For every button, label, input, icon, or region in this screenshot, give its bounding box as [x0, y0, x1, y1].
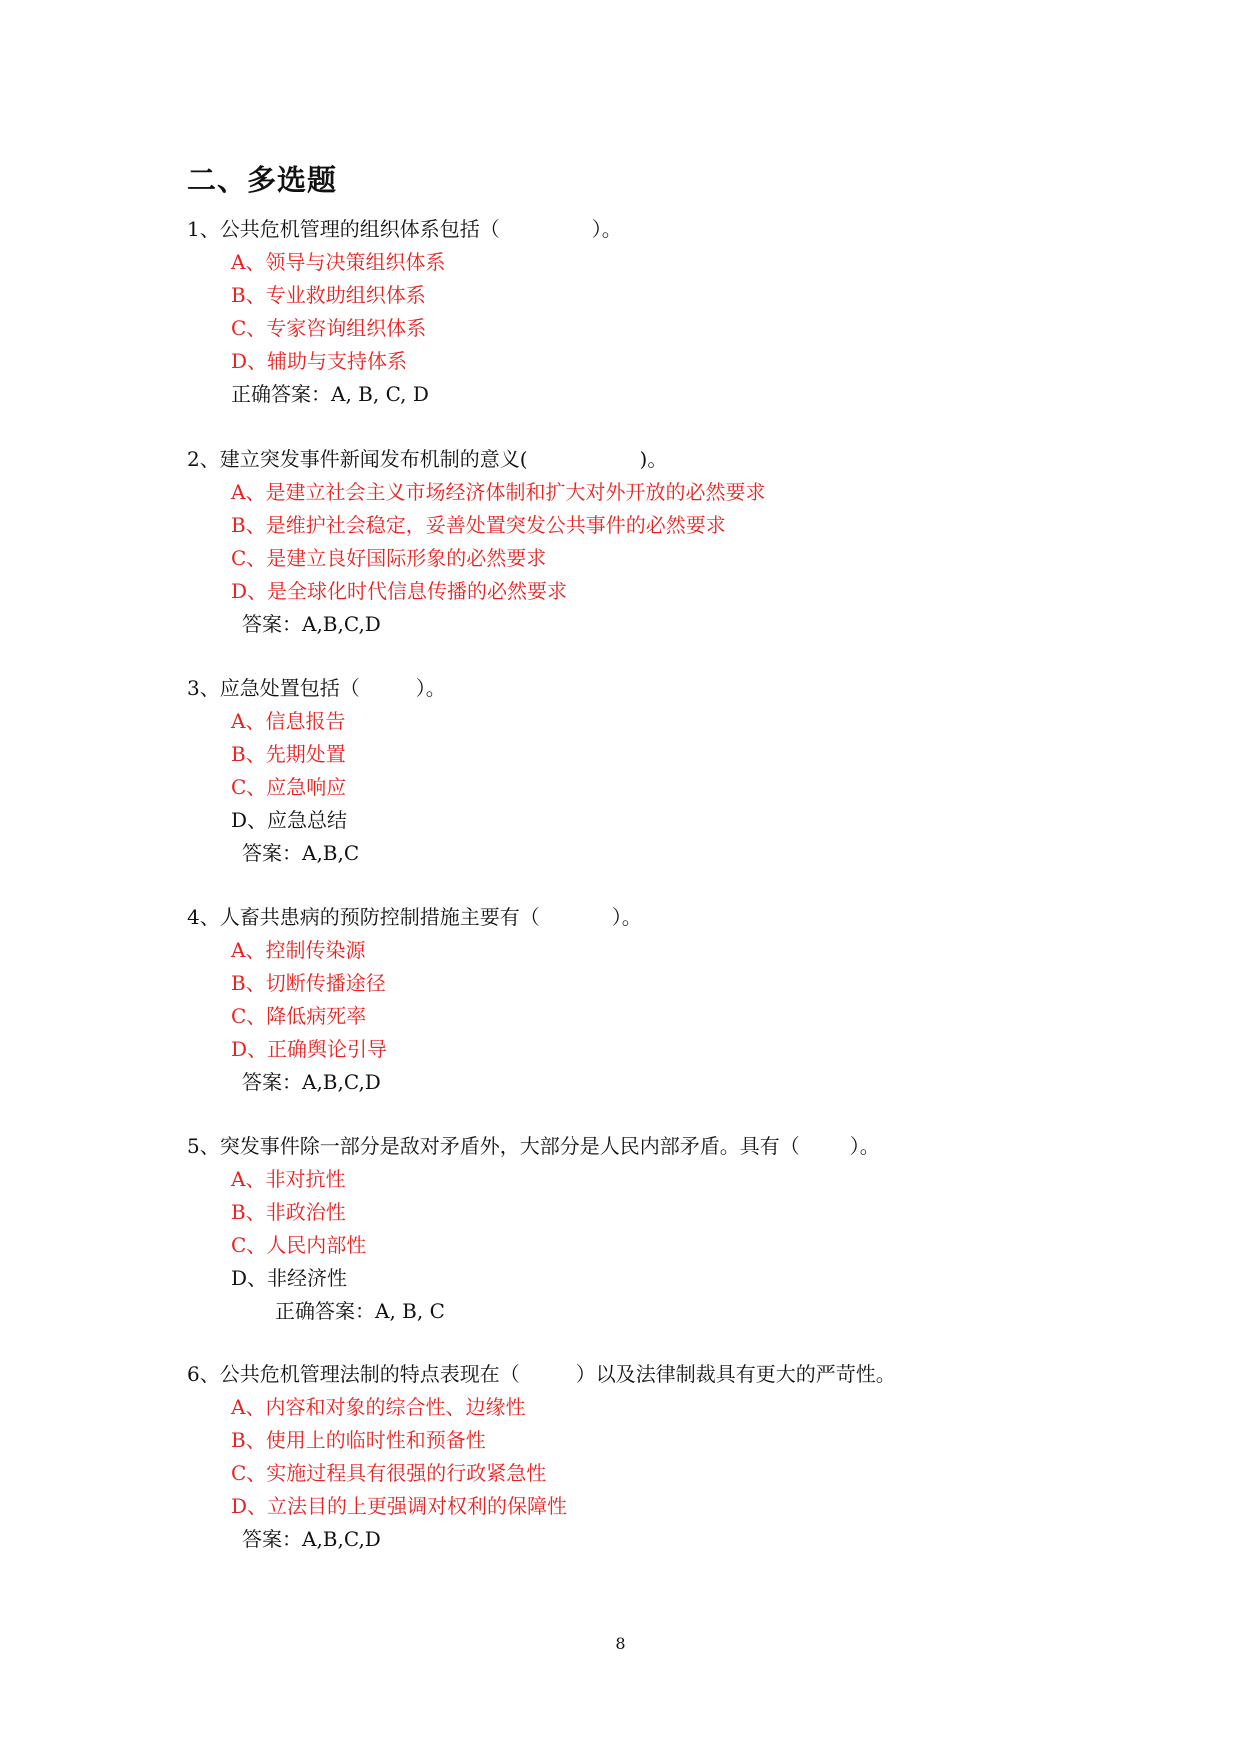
question-stem-end: ）。	[415, 676, 446, 700]
question-stem	[187, 1358, 1187, 1391]
question-3	[187, 672, 1187, 870]
question-stem	[187, 672, 1187, 705]
option-a: A、控制传染源	[231, 938, 366, 962]
option-c: C、人民内部性	[231, 1233, 367, 1257]
question-stem-text: 1、公共危机管理的组织体系包括（	[187, 217, 500, 241]
option-b: B、专业救助组织体系	[231, 283, 426, 307]
question-2	[187, 443, 1187, 641]
question-stem-text: 4、人畜共患病的预防控制措施主要有（	[187, 905, 540, 929]
option-b: B、是维护社会稳定，妥善处置突发公共事件的必然要求	[231, 513, 726, 537]
option-a: A、非对抗性	[231, 1167, 346, 1191]
question-stem-end: ）以及法律制裁具有更大的严苛性。	[575, 1362, 896, 1386]
option-d: D、立法目的上更强调对权利的保障性	[231, 1494, 568, 1518]
option-c: C、应急响应	[231, 775, 347, 799]
option-b: B、切断传播途径	[231, 971, 386, 995]
option-d: D、正确舆论引导	[231, 1037, 388, 1061]
question-stem-text: 6、公共危机管理法制的特点表现在（	[187, 1362, 520, 1386]
question-4	[187, 901, 1187, 1099]
option-d: D、非经济性	[231, 1266, 348, 1290]
answer-line: 答案：A,B,C,D	[242, 1070, 381, 1094]
question-stem	[187, 1130, 1187, 1163]
page-number: 8	[615, 1634, 626, 1653]
question-stem-end: ）。	[591, 217, 622, 241]
option-d: D、辅助与支持体系	[231, 349, 408, 373]
question-1	[187, 213, 1187, 411]
answer-line: 答案：A,B,C	[242, 841, 360, 865]
option-b: B、非政治性	[231, 1200, 346, 1224]
option-a: A、内容和对象的综合性、边缘性	[231, 1395, 526, 1419]
option-a: A、信息报告	[231, 709, 346, 733]
option-c: C、实施过程具有很强的行政紧急性	[231, 1461, 547, 1485]
option-b: B、先期处置	[231, 742, 346, 766]
question-stem-text: 3、应急处置包括（	[187, 676, 360, 700]
option-d: D、是全球化时代信息传播的必然要求	[231, 579, 568, 603]
section-title: 二、多选题	[187, 163, 338, 197]
answer-line: 答案：A,B,C,D	[242, 612, 381, 636]
answer-line: 答案：A,B,C,D	[242, 1527, 381, 1551]
question-stem	[187, 213, 1187, 246]
option-d: D、应急总结	[231, 808, 348, 832]
question-stem-end: )。	[639, 447, 668, 471]
question-stem-text: 2、建立突发事件新闻发布机制的意义(	[187, 447, 528, 471]
option-c: C、是建立良好国际形象的必然要求	[231, 546, 547, 570]
option-c: C、降低病死率	[231, 1004, 367, 1028]
question-6	[187, 1358, 1187, 1556]
option-a: A、领导与决策组织体系	[231, 250, 446, 274]
question-stem-text: 5、突发事件除一部分是敌对矛盾外，大部分是人民内部矛盾。具有（	[187, 1134, 800, 1158]
question-5	[187, 1130, 1187, 1328]
answer-line: 正确答案：A, B, C, D	[231, 382, 429, 406]
answer-line: 正确答案：A, B, C	[275, 1299, 445, 1323]
question-stem	[187, 901, 1187, 934]
option-b: B、使用上的临时性和预备性	[231, 1428, 486, 1452]
option-a: A、是建立社会主义市场经济体制和扩大对外开放的必然要求	[231, 480, 766, 504]
question-stem	[187, 443, 1187, 476]
question-stem-end: ）。	[849, 1134, 880, 1158]
option-c: C、专家咨询组织体系	[231, 316, 427, 340]
question-stem-end: ）。	[611, 905, 642, 929]
